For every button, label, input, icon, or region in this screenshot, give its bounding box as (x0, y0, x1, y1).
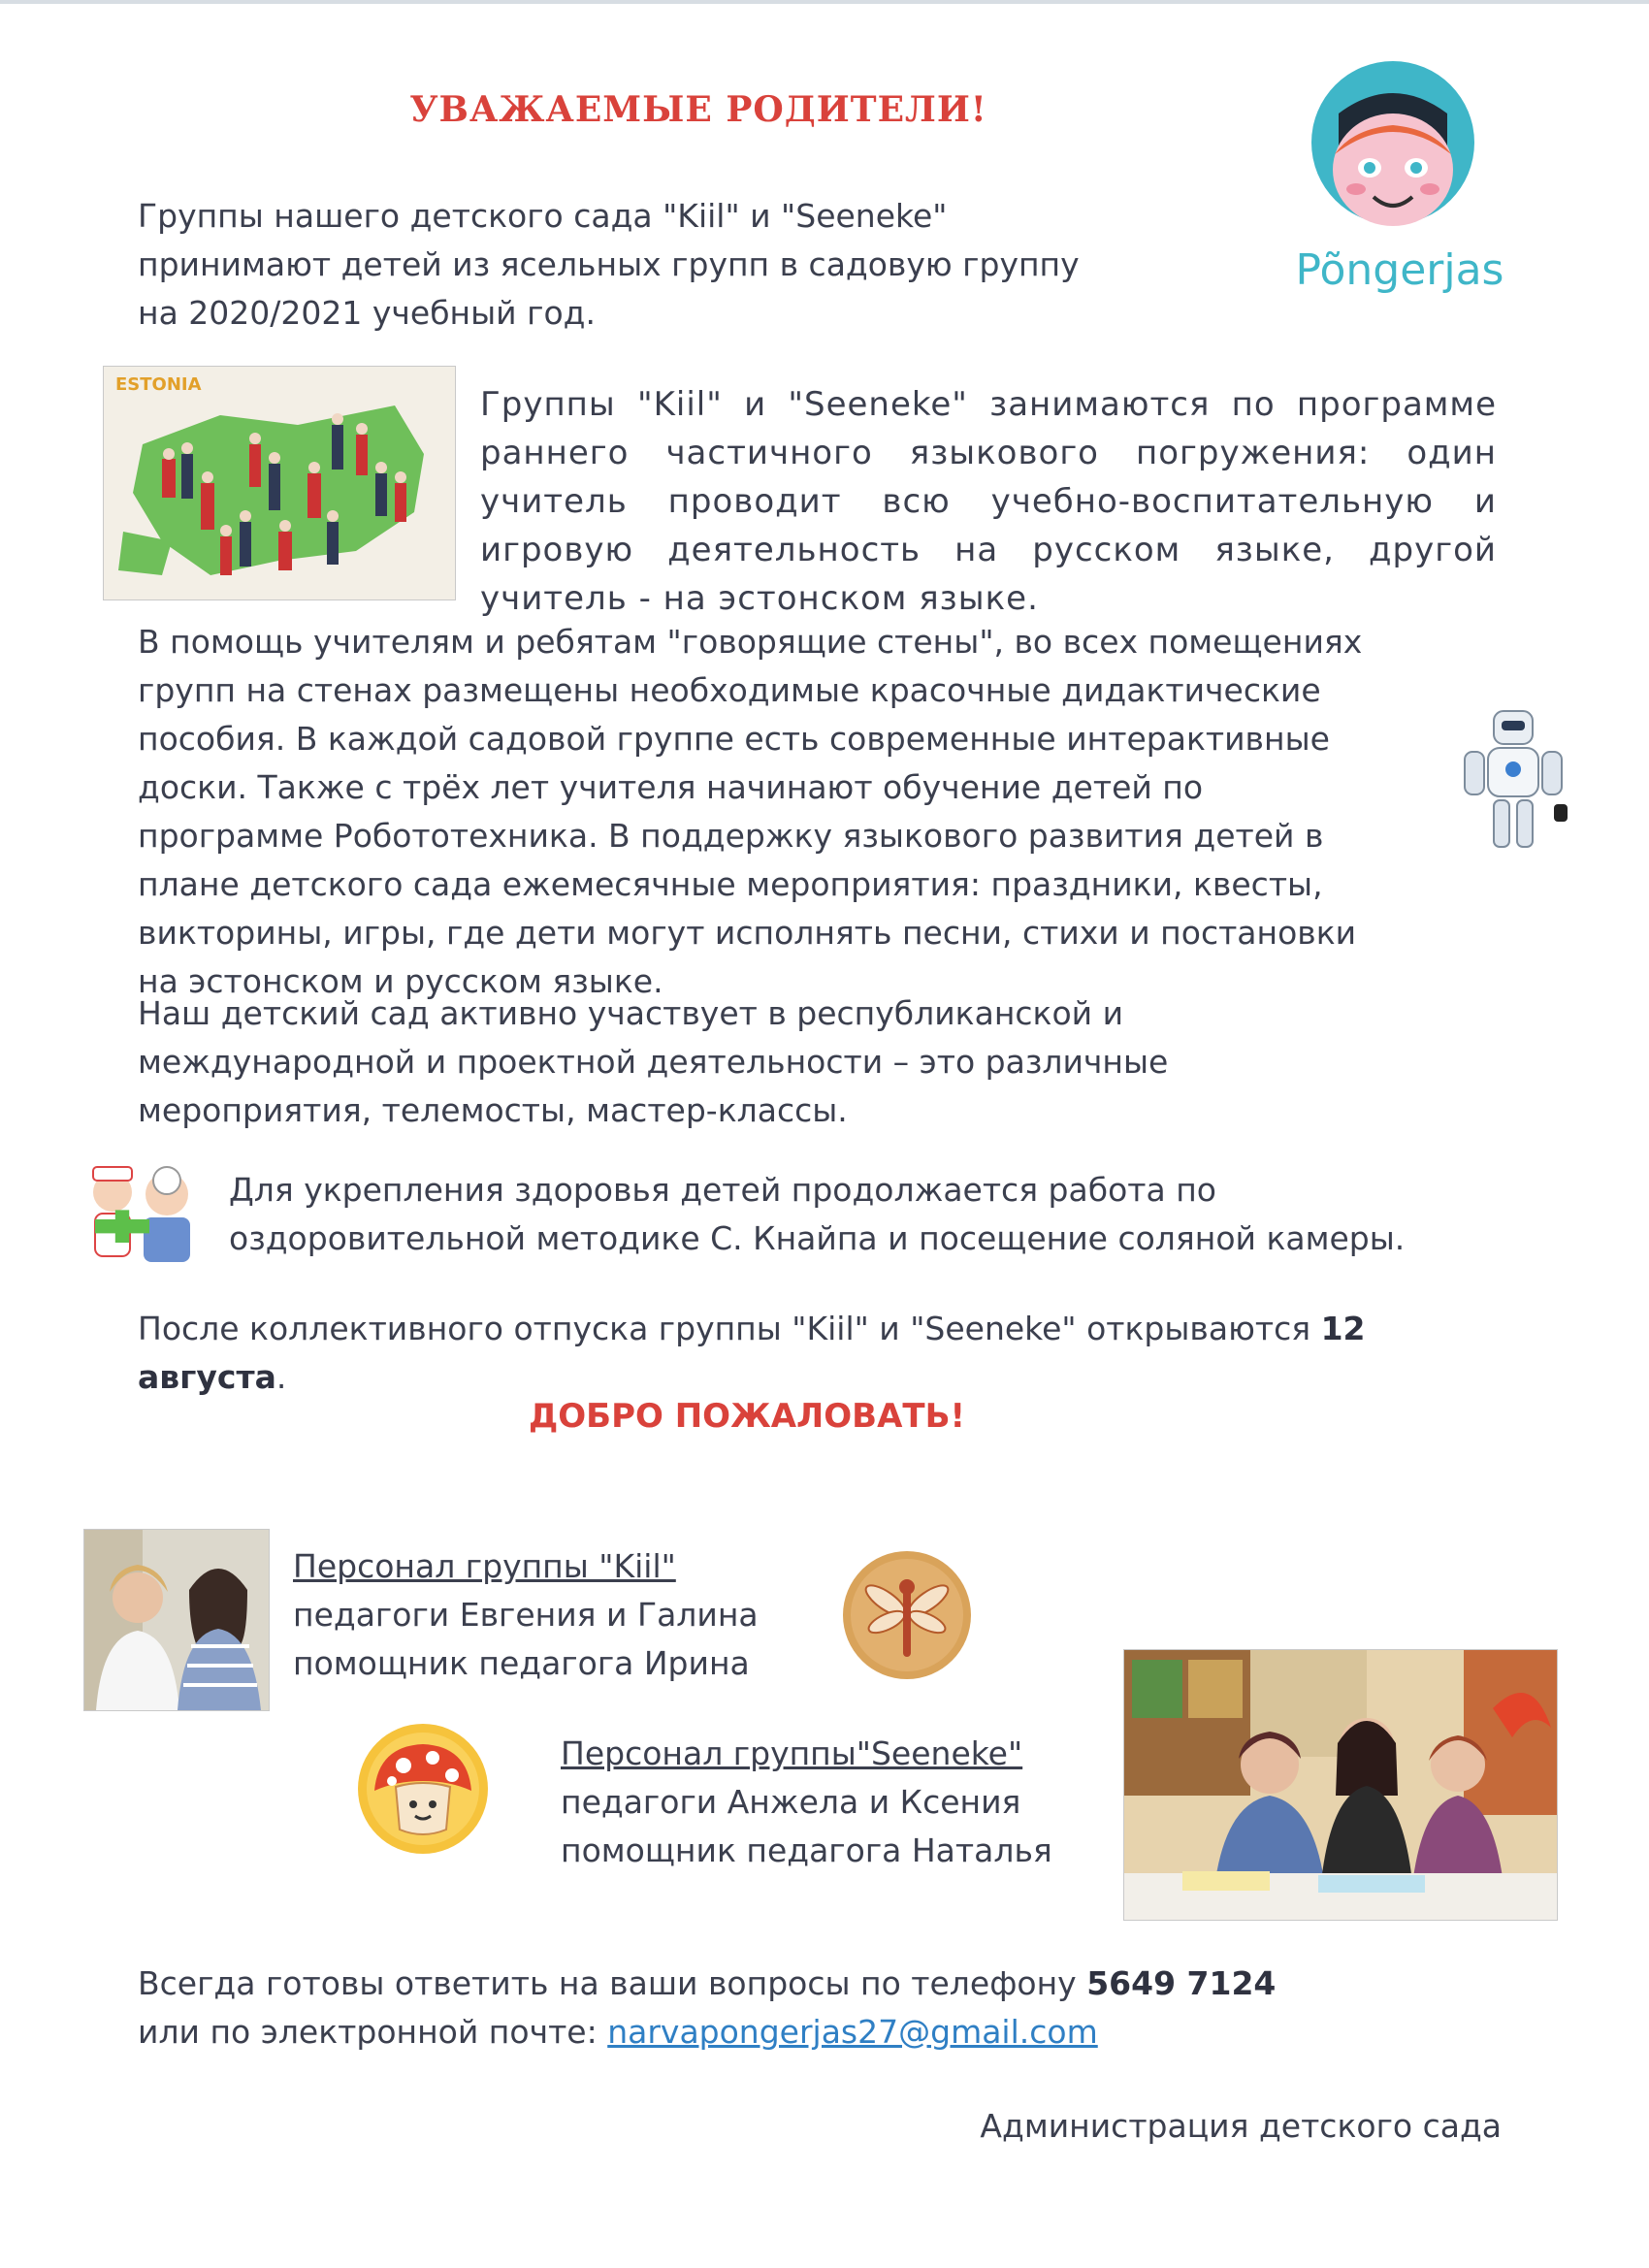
doctors-icon (76, 1159, 211, 1276)
reopen-line-1 (138, 1305, 1496, 1353)
reopen-text: После коллективного отпуска группы "Kiil" и "Seeneke" открываются (138, 1310, 1321, 1347)
reopen-paragraph (138, 1305, 1496, 1402)
signature: Администрация детского сада (980, 2107, 1502, 2145)
estonia-map-label: ESTONIA (115, 374, 202, 395)
intro-paragraph (138, 192, 1205, 338)
intro-line: на 2020/2021 учебный год. (138, 294, 596, 332)
scan-top-edge (0, 0, 1649, 4)
walls-line: на эстонском и русском языке. (138, 962, 663, 1000)
kiil-staff-photo-icon (84, 1530, 269, 1710)
walls-line: программе Робототехника. В поддержку языкового развития детей в (138, 817, 1324, 855)
dragonfly-badge (842, 1550, 972, 1680)
reopen-line-2 (138, 1353, 1496, 1402)
contact-email-text: или по электронной почте: (138, 2013, 608, 2051)
mushroom-icon (357, 1723, 489, 1855)
mushroom-badge (357, 1723, 489, 1855)
health-line: оздоровительной методике С. Кнайпа и посещение соляной камеры. (229, 1219, 1406, 1257)
kiil-staff-title: Персонал группы "Kiil" (293, 1547, 676, 1585)
program-line: учитель - на эстонском языке. (480, 579, 1039, 618)
program-line: Группы "Kiil" и "Seeneke" занимаются по программе (480, 385, 1497, 424)
walls-line: пособия. В каждой садовой группе есть современные интерактивные (138, 720, 1330, 758)
program-line: учитель проводит всю учебно-воспитательную и (480, 482, 1497, 521)
walls-line: доски. Также с трёх лет учителя начинают обучение детей по (138, 768, 1204, 806)
kiil-staff-assistant: помощник педагога Ирина (293, 1644, 750, 1682)
seeneke-staff-teachers: педагоги Анжела и Ксения (561, 1783, 1021, 1821)
doctors-image (76, 1159, 211, 1276)
intro-line: Группы нашего детского сада "Kiil" и "Seeneke" (138, 197, 948, 235)
walls-line: викторины, игры, где дети могут исполнять песни, стихи и постановки (138, 914, 1357, 952)
seeneke-staff-photo-icon (1124, 1650, 1557, 1920)
projects-line: Наш детский сад активно участвует в республиканской и (138, 994, 1124, 1032)
program-line: игровую деятельность на русском языке, другой (480, 531, 1497, 569)
reopen-day: 12 (1320, 1310, 1366, 1347)
seeneke-staff-photo (1123, 1649, 1558, 1921)
welcome-heading: ДОБРО ПОЖАЛОВАТЬ! (528, 1397, 966, 1436)
seeneke-staff-title: Персонал группы"Seeneke" (561, 1734, 1023, 1772)
pongerjas-logo (1278, 53, 1521, 315)
robot-image (1445, 703, 1581, 859)
kiil-staff-photo (83, 1529, 270, 1711)
walls-paragraph (138, 618, 1496, 1006)
kiil-staff (293, 1542, 836, 1688)
walls-line: плане детского сада ежемесячные мероприятия: праздники, квесты, (138, 865, 1323, 903)
projects-line: международной и проектной деятельности – это различные (138, 1043, 1169, 1081)
projects-paragraph (138, 989, 1399, 1135)
program-paragraph (480, 380, 1497, 623)
dragonfly-icon (842, 1550, 972, 1680)
contact-phone-line (138, 1960, 1496, 2008)
contact-email-link[interactable]: narvapongerjas27@gmail.com (607, 2013, 1098, 2051)
contact-phone-text: Всегда готовы ответить на ваши вопросы по телефону (138, 1964, 1087, 2002)
contact-email-line (138, 2008, 1496, 2057)
projects-line: мероприятия, телемосты, мастер-классы. (138, 1091, 848, 1129)
reopen-month: августа (138, 1358, 276, 1396)
program-line: раннего частичного языкового погружения: один (480, 434, 1497, 472)
estonia-map-icon (104, 367, 455, 599)
contact-phone[interactable]: 5649 7124 (1086, 1964, 1277, 2002)
health-line: Для укрепления здоровья детей продолжается работа по (229, 1171, 1216, 1209)
walls-line: В помощь учителям и ребятам "говорящие стены", во всех помещениях (138, 623, 1363, 661)
seeneke-staff (561, 1730, 1104, 1875)
seeneke-staff-assistant: помощник педагога Наталья (561, 1831, 1052, 1869)
contact-paragraph (138, 1960, 1496, 2057)
robot-icon (1445, 703, 1581, 859)
page-title: УВАЖАЕМЫЕ РОДИТЕЛИ! (409, 89, 987, 130)
reopen-suffix: . (275, 1358, 287, 1396)
kiil-staff-teachers: педагоги Евгения и Галина (293, 1596, 759, 1634)
logo-name: Põngerjas (1295, 245, 1504, 295)
intro-line: принимают детей из ясельных групп в садовую группу (138, 245, 1080, 283)
walls-line: групп на стенах размещены необходимые красочные дидактические (138, 671, 1321, 709)
health-paragraph (229, 1166, 1587, 1263)
estonia-costumes-map-image (103, 366, 456, 600)
